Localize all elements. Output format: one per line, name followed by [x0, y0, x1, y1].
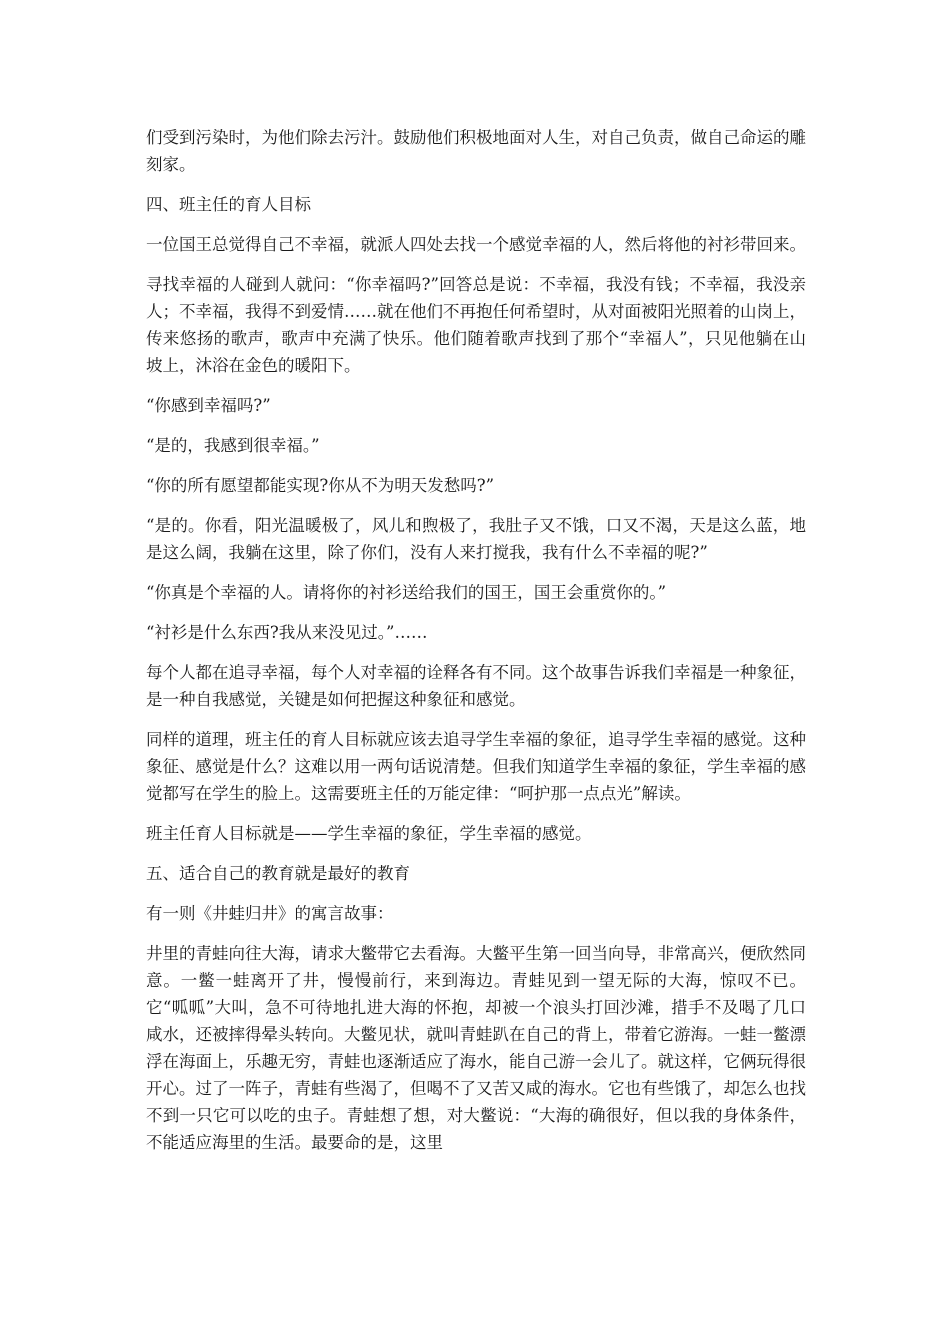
paragraph: 有一则《井蛙归井》的寓言故事：: [146, 904, 394, 923]
section-heading: 五、适合自己的教育就是最好的教育: [146, 864, 410, 883]
paragraph: 一位国王总觉得自己不幸福，就派人四处去找一个感觉幸福的人，然后将他的衬衫带回来。: [146, 235, 806, 254]
paragraph: 们受到污染时，为他们除去污汁。鼓励他们积极地面对人生，对自己负责，做自己命运的雕刻家。: [146, 128, 806, 174]
paragraph: 寻找幸福的人碰到人就问：“你幸福吗?”回答总是说：不幸福，我没有钱；不幸福，我没亲人；不幸福，我得不到爱情……就在他们不再抱任何希望时，从对面被阳光照着的山岗上，传来悠扬的歌声，歌声中充满了快乐。他们随着歌声找到了那个“幸福人”，只见他躺在山坡上，沐浴在金色的暖阳下。: [146, 275, 806, 375]
paragraph: 同样的道理，班主任的育人目标就应该去追寻学生幸福的象征，追寻学生幸福的感觉。这种象征、感觉是什么？这难以用一两句话说清楚。但我们知道学生幸福的象征，学生幸福的感觉都写在学生的脸上。这需要班主任的万能定律：“呵护那一点点光”解读。: [146, 730, 806, 803]
dialogue-line: “衬衫是什么东西?我从来没见过。”……: [146, 623, 428, 642]
dialogue-line: “你真是个幸福的人。请将你的衬衫送给我们的国王，国王会重赏你的。”: [146, 583, 667, 602]
dialogue-line: “你的所有愿望都能实现?你从不为明天发愁吗?”: [146, 476, 495, 495]
dialogue-line: “你感到幸福吗?”: [146, 396, 271, 415]
section-heading: 四、班主任的育人目标: [146, 195, 311, 214]
paragraph: 每个人都在追寻幸福，每个人对幸福的诠释各有不同。这个故事告诉我们幸福是一种象征，是一种自我感觉，关键是如何把握这种象征和感觉。: [146, 663, 806, 709]
paragraph: 井里的青蛙向往大海，请求大鳖带它去看海。大鳖平生第一回当向导，非常高兴，便欣然同意。一鳖一蛙离开了井，慢慢前行，来到海边。青蛙见到一望无际的大海，惊叹不已。它“呱呱”大叫，急不可待地扎进大海的怀抱，却被一个浪头打回沙滩，措手不及喝了几口咸水，还被摔得晕头转向。大鳖见状，就叫青蛙趴在自己的背上，带着它游海。一蛙一鳖漂浮在海面上，乐趣无穷，青蛙也逐渐适应了海水，能自己游一会儿了。就这样，它俩玩得很开心。过了一阵子，青蛙有些渴了，但喝不了又苦又咸的海水。它也有些饿了，却怎么也找不到一只它可以吃的虫子。青蛙想了想，对大鳖说：“大海的确很好，但以我的身体条件，不能适应海里的生活。最要命的是，这里: [146, 944, 806, 1152]
dialogue-line: “是的。你看，阳光温暖极了，风儿和煦极了，我肚子又不饿，口又不渴，天是这么蓝，地是这么阔，我躺在这里，除了你们，没有人来打搅我，我有什么不幸福的呢?”: [146, 516, 806, 562]
paragraph: 班主任育人目标就是——学生幸福的象征，学生幸福的感觉。: [146, 824, 592, 843]
document-page: [146, 124, 806, 1169]
dialogue-line: “是的，我感到很幸福。”: [146, 436, 320, 455]
